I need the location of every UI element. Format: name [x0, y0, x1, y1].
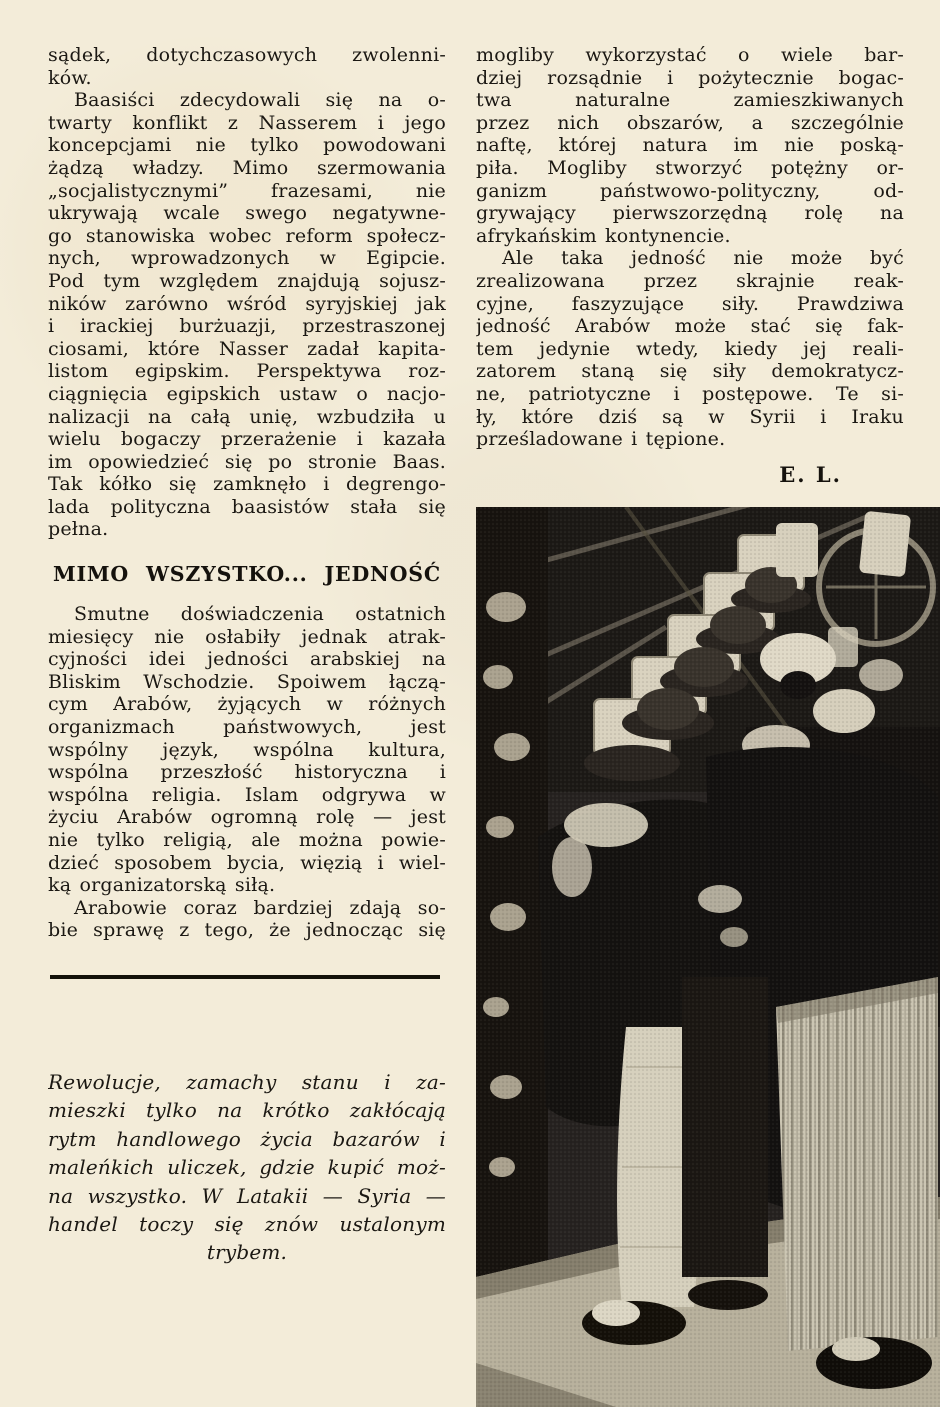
paragraph-continuation — [48, 44, 446, 89]
text-line: zatorem staną się siły demokratycz- — [476, 360, 904, 383]
author-initials: E. L. — [779, 461, 842, 487]
text-line: przez nich obszarów, a szczególnie — [476, 111, 904, 134]
text-line: jedność Arabów może stać się fak- — [476, 315, 904, 338]
section-heading: MIMO WSZYSTKO... JEDNOŚĆ — [53, 562, 441, 587]
paragraph-unity — [48, 603, 446, 897]
text-line: ły, które dziś są w Syrii i Iraku — [476, 405, 904, 428]
text-line: dzieć sposobem bycia, więzią i wiel- — [48, 851, 446, 874]
text-line: Smutne doświadczenia ostatnich — [74, 603, 446, 626]
text-line: ką organizatorską siłą. — [48, 874, 276, 897]
caption-line: trybem. — [206, 1240, 288, 1265]
text-line: twarty konflikt z Nasserem i jego — [48, 111, 446, 134]
text-line: ników zarówno wśród syryjskiej jak — [48, 292, 446, 315]
photo-halftone-overlay — [476, 507, 940, 1407]
text-line: grywający pierwszorzędną rolę na — [476, 202, 904, 225]
text-line: wspólny język, wspólna kultura, — [48, 738, 446, 761]
text-line: pełna. — [48, 518, 109, 541]
text-line: listom egipskim. Perspektywa roz- — [48, 360, 446, 383]
text-line: koncepcjami nie tylko powodowani — [48, 134, 446, 157]
text-line: cym Arabów, żyjących w różnych — [48, 693, 446, 716]
text-line: cyjne, faszyzujące siły. Prawdziwa — [476, 292, 904, 315]
text-line: miesięcy nie osłabiły jednak atrak- — [48, 625, 446, 648]
text-line: mogliby wykorzystać o wiele bar- — [476, 44, 904, 66]
bazaar-photo — [476, 507, 940, 1407]
text-line: „socjalistycznymi” frazesami, nie — [48, 179, 446, 202]
text-line: ne, patriotyczne i postępowe. Te si- — [476, 382, 904, 405]
text-line: piła. Mogliby stworzyć potężny or- — [476, 156, 904, 179]
text-line: wspólna religia. Islam odgrywa w — [48, 783, 446, 806]
left-column — [48, 44, 446, 942]
text-line: tem jedynie wtedy, kiedy jej reali- — [476, 337, 904, 360]
text-line: afrykańskim kontynencie. — [476, 224, 731, 247]
text-line: ciągnięcia egipskich ustaw o nacjo- — [48, 382, 446, 405]
photo-caption — [48, 1068, 446, 1267]
paragraph-baasists — [48, 89, 446, 541]
caption-line: handel toczy się znów ustalonym — [48, 1212, 446, 1237]
text-line: żądzą władzy. Mimo szermowania — [48, 156, 446, 179]
paragraph-real-unity — [476, 247, 904, 450]
text-line: ciosami, które Nasser zadał kapita- — [48, 337, 446, 360]
text-line: ganizm państwowo-polityczny, od- — [476, 179, 904, 202]
text-line: Arabowie coraz bardziej zdają so- — [74, 896, 446, 919]
text-line: lada polityczna baasistów stała się — [48, 495, 446, 518]
paragraph-resources — [476, 44, 904, 247]
text-line: organizmach państwowych, jest — [48, 716, 446, 739]
text-line: sądek, dotychczasowych zwolenni- — [48, 44, 446, 66]
right-column — [476, 44, 904, 487]
text-line: wspólna przeszłość historyczna i — [48, 761, 446, 784]
text-line: Bliskim Wschodzie. Spoiwem łączą- — [48, 670, 446, 693]
text-line: dziej rozsądnie i pożytecznie bogac- — [476, 66, 904, 89]
text-line: ukrywają wcale swego negatywne- — [48, 202, 446, 225]
text-line: twa naturalne zamieszkiwanych — [476, 89, 904, 112]
text-line: bie sprawę z tego, że jednocząc się — [48, 919, 446, 942]
text-line: zrealizowana przez skrajnie reak- — [476, 269, 904, 292]
text-line: nalizacji na całą unię, wzbudziła u — [48, 405, 446, 428]
caption-line: Rewolucje, zamachy stanu i za- — [48, 1070, 446, 1094]
text-line: go stanowiska wobec reform społecz- — [48, 224, 446, 247]
text-line: i irackiej burżuazji, przestraszonej — [48, 315, 446, 338]
paragraph-arabs — [48, 897, 446, 942]
caption-line: mieszki tylko na krótko zakłócają — [48, 1098, 446, 1123]
text-line: im opowiedzieć się po stronie Baas. — [48, 450, 446, 473]
text-line: Baasiści zdecydowali się na o- — [74, 89, 446, 112]
text-line: naftę, której natura im nie poską- — [476, 134, 904, 157]
text-line: cyjności idei jedności arabskiej na — [48, 648, 446, 671]
text-line: Ale taka jedność nie może być — [502, 247, 904, 270]
text-line: Pod tym względem znajdują sojusz- — [48, 269, 446, 292]
caption-line: maleńkich uliczek, gdzie kupić moż- — [48, 1155, 446, 1180]
text-line: wielu bogaczy przerażenie i kazała — [48, 428, 446, 451]
caption-line: na wszystko. W Latakii — Syria — — [48, 1183, 446, 1208]
text-line: nie tylko religią, ale można powie- — [48, 829, 446, 851]
caption-line: rytm handlowego życia bazarów i — [48, 1126, 446, 1151]
bazaar-photo-illustration — [476, 507, 940, 1407]
text-line: nych, wprowadzonych w Egipcie. — [48, 247, 446, 270]
text-line: ków. — [48, 66, 92, 89]
text-line: prześladowane i tępione. — [476, 428, 726, 451]
separator-rule — [50, 975, 440, 979]
text-line: życiu Arabów ogromną rolę — jest — [48, 806, 446, 829]
text-line: Tak kółko się zamknęło i degrengo- — [48, 473, 446, 496]
